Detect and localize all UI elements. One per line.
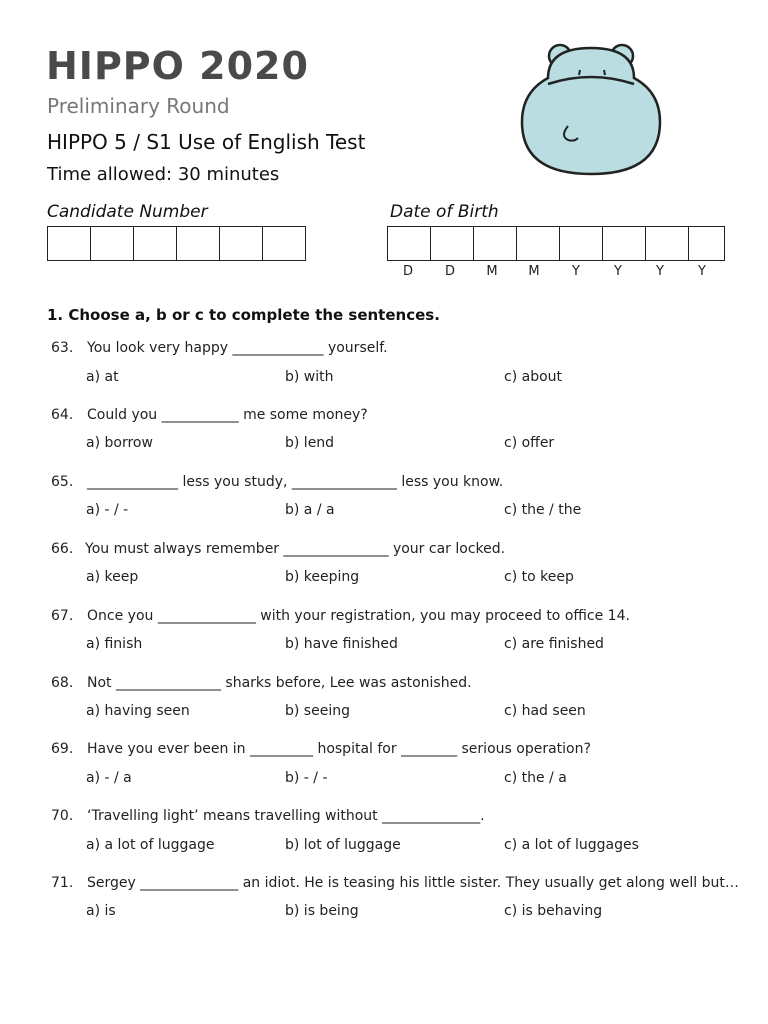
option-a[interactable]: a) is <box>86 903 116 919</box>
question-number: 69. <box>51 741 74 757</box>
question-text: You look very happy _____________ yourself. <box>87 340 388 356</box>
date-of-birth-format <box>387 264 723 279</box>
candidate-number-box[interactable] <box>133 226 177 261</box>
test-title: HIPPO 2020 <box>46 44 309 88</box>
question-number: 63. <box>51 340 74 356</box>
date-of-birth-box[interactable] <box>559 226 603 261</box>
option-a[interactable]: a) finish <box>86 636 143 652</box>
test-name: HIPPO 5 / S1 Use of English Test <box>47 130 366 154</box>
option-a[interactable]: a) having seen <box>86 703 190 719</box>
dob-format-letter: Y <box>698 264 706 279</box>
question-text: Sergey ______________ an idiot. He is teasing his little sister. They usually get along well but… <box>87 875 739 891</box>
question-number: 65. <box>51 474 74 490</box>
hippo-mascot-icon <box>518 40 664 180</box>
date-of-birth-box[interactable] <box>430 226 474 261</box>
time-allowed: Time allowed: 30 minutes <box>47 164 280 185</box>
candidate-number-box[interactable] <box>47 226 91 261</box>
question-text: Could you ___________ me some money? <box>87 407 368 423</box>
option-c[interactable]: c) a lot of luggages <box>504 837 639 853</box>
date-of-birth-box[interactable] <box>645 226 689 261</box>
option-a[interactable]: a) at <box>86 369 119 385</box>
dob-format-letter: Y <box>614 264 622 279</box>
question-number: 64. <box>51 407 74 423</box>
option-c[interactable]: c) offer <box>504 435 555 451</box>
option-c[interactable]: c) the / a <box>504 770 567 786</box>
option-b[interactable]: b) keeping <box>285 569 360 585</box>
date-of-birth-box[interactable] <box>387 226 431 261</box>
dob-format-letter: D <box>402 264 413 279</box>
question-text: Not _______________ sharks before, Lee was astonished. <box>87 675 472 691</box>
date-of-birth-box[interactable] <box>602 226 646 261</box>
question-text: Once you ______________ with your registration, you may proceed to office 14. <box>87 608 630 624</box>
dob-format-letter: M <box>528 264 540 279</box>
candidate-number-box[interactable] <box>176 226 220 261</box>
question-text: You must always remember _______________ your car locked. <box>85 541 506 557</box>
date-of-birth-box[interactable] <box>688 226 725 261</box>
option-c[interactable]: c) are finished <box>504 636 604 652</box>
option-b[interactable]: b) lot of luggage <box>285 837 401 853</box>
option-b[interactable]: b) seeing <box>285 703 350 719</box>
question-text: Have you ever been in _________ hospital for ________ serious operation? <box>87 741 591 757</box>
question-number: 66. <box>51 541 74 557</box>
section-instructions: 1. Choose a, b or c to complete the sentences. <box>47 306 440 324</box>
option-b[interactable]: b) with <box>285 369 334 385</box>
option-c[interactable]: c) the / the <box>504 502 582 518</box>
option-b[interactable]: b) lend <box>285 435 335 451</box>
question-text: ‘Travelling light’ means travelling without ______________. <box>87 808 485 824</box>
date-of-birth-label: Date of Birth <box>390 202 499 222</box>
dob-format-letter: Y <box>656 264 664 279</box>
candidate-number-box[interactable] <box>219 226 263 261</box>
option-a[interactable]: a) a lot of luggage <box>86 837 215 853</box>
option-c[interactable]: c) about <box>504 369 563 385</box>
option-a[interactable]: a) borrow <box>86 435 153 451</box>
option-b[interactable]: b) - / - <box>285 770 328 786</box>
date-of-birth-boxes[interactable] <box>387 226 724 261</box>
question-number: 68. <box>51 675 74 691</box>
dob-format-letter: D <box>444 264 455 279</box>
option-b[interactable]: b) a / a <box>285 502 335 518</box>
question-text: _____________ less you study, _______________ less you know. <box>87 474 504 490</box>
date-of-birth-box[interactable] <box>473 226 517 261</box>
question-number: 70. <box>51 808 74 824</box>
question-number: 71. <box>51 875 74 891</box>
question-number: 67. <box>51 608 74 624</box>
date-of-birth-box[interactable] <box>516 226 560 261</box>
option-b[interactable]: b) have finished <box>285 636 398 652</box>
candidate-number-box[interactable] <box>90 226 134 261</box>
option-a[interactable]: a) - / - <box>86 502 129 518</box>
option-c[interactable]: c) is behaving <box>504 903 603 919</box>
candidate-number-label: Candidate Number <box>47 202 208 222</box>
round-subtitle: Preliminary Round <box>47 94 230 118</box>
option-a[interactable]: a) keep <box>86 569 139 585</box>
option-b[interactable]: b) is being <box>285 903 359 919</box>
dob-format-letter: Y <box>572 264 580 279</box>
candidate-number-box[interactable] <box>262 226 306 261</box>
candidate-number-boxes[interactable] <box>47 226 305 261</box>
option-c[interactable]: c) to keep <box>504 569 574 585</box>
option-c[interactable]: c) had seen <box>504 703 586 719</box>
dob-format-letter: M <box>486 264 498 279</box>
option-a[interactable]: a) - / a <box>86 770 132 786</box>
